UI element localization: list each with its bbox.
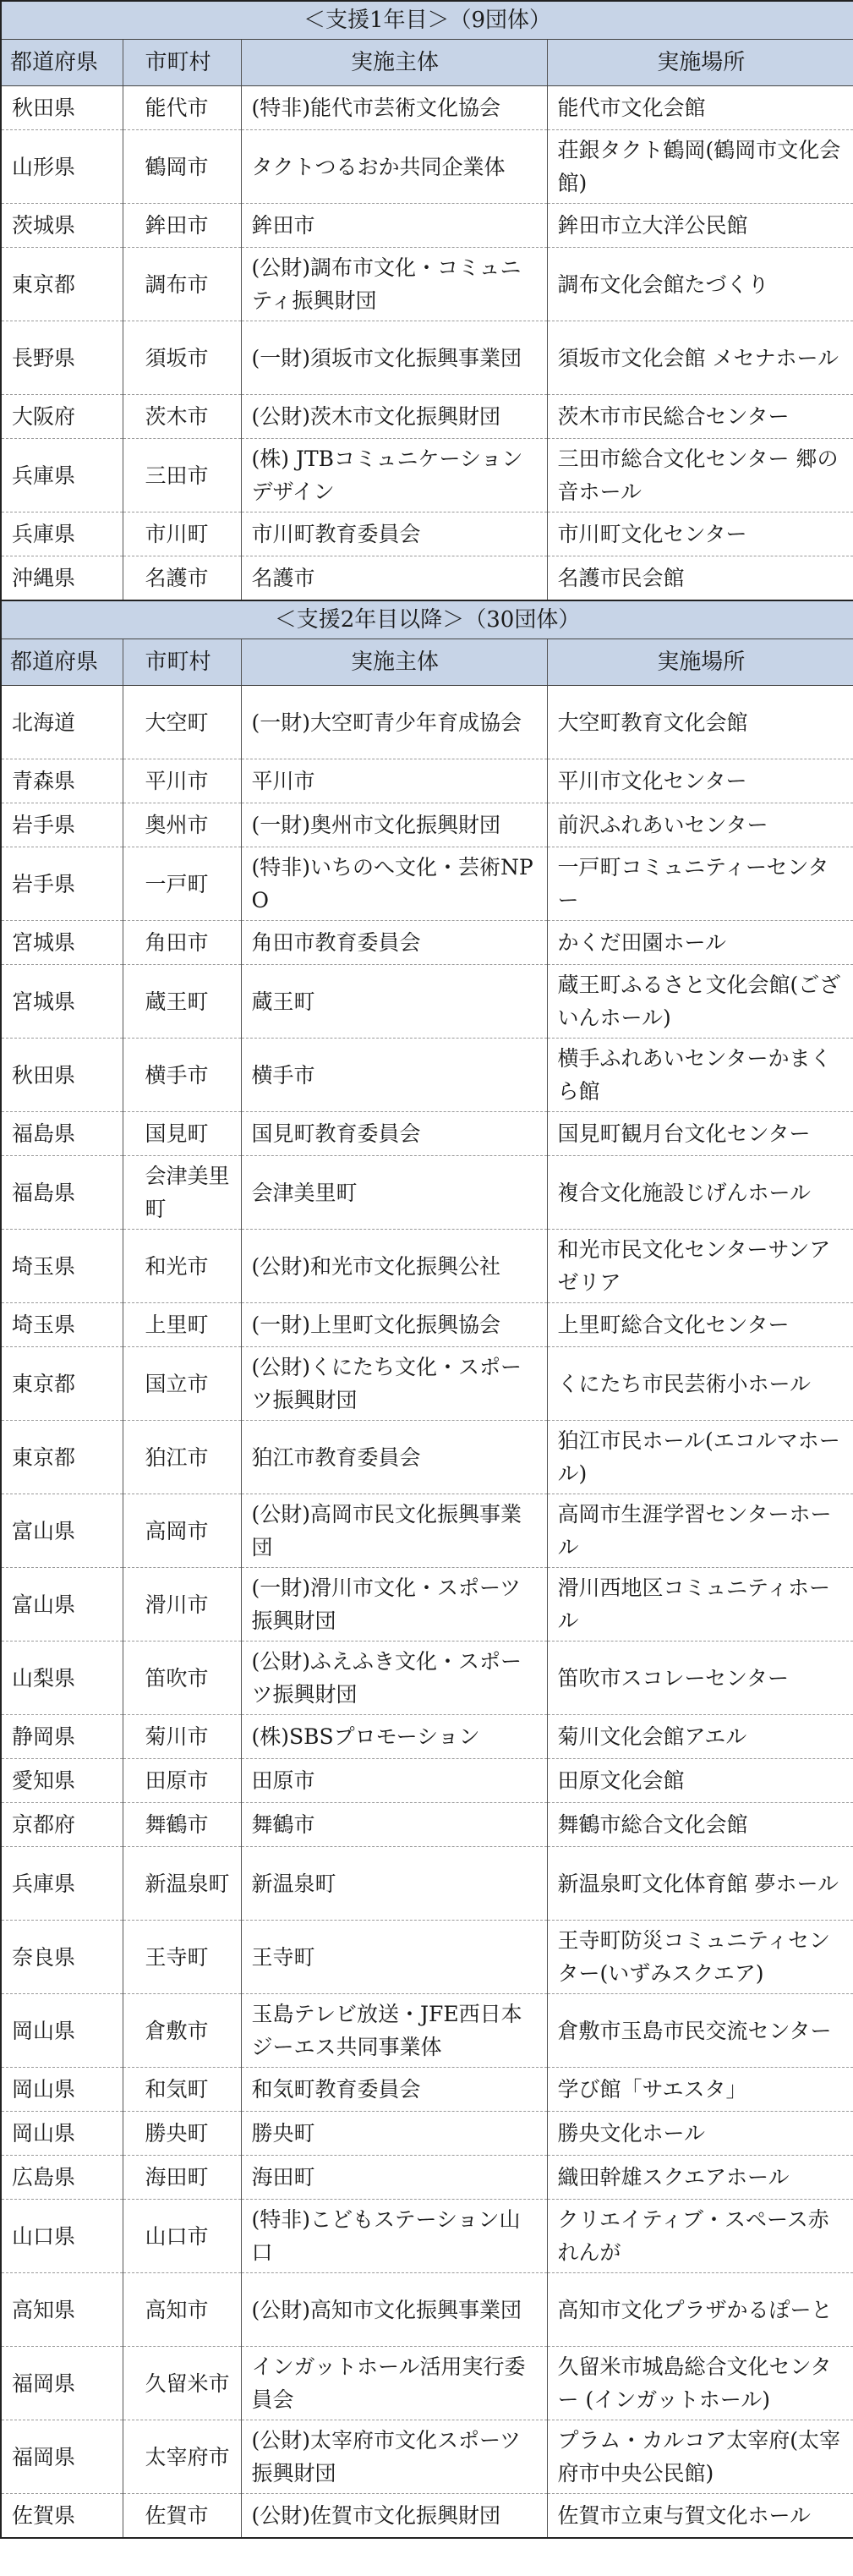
cell-venue: 荘銀タクト鶴岡(鶴岡市文化会館): [547, 130, 853, 204]
cell-organizer: 角田市教育委員会: [241, 921, 547, 965]
cell-venue: プラム・カルコア太宰府(太宰府市中央公民館): [547, 2420, 853, 2494]
table-row: [1, 1347, 853, 1421]
cell-prefecture: 岩手県: [1, 803, 123, 847]
cell-municipality: 佐賀市: [123, 2494, 241, 2539]
section-title-row: [1, 600, 853, 639]
table-row: [1, 1230, 853, 1303]
cell-prefecture: 静岡県: [1, 1715, 123, 1759]
cell-prefecture: 岡山県: [1, 1994, 123, 2068]
table-row: [1, 2273, 853, 2347]
cell-municipality: 奥州市: [123, 803, 241, 847]
cell-municipality: 須坂市: [123, 321, 241, 395]
cell-municipality: 太宰府市: [123, 2420, 241, 2494]
cell-venue: 王寺町防災コミュニティセンター(いずみスクエア): [547, 1921, 853, 1994]
cell-municipality: 平川市: [123, 759, 241, 803]
cell-prefecture: 兵庫県: [1, 439, 123, 512]
table-row: [1, 2494, 853, 2539]
table-row: [1, 1994, 853, 2068]
table-row: [1, 2420, 853, 2494]
cell-municipality: 和気町: [123, 2068, 241, 2112]
table-row: [1, 686, 853, 759]
cell-venue: 狛江市民ホール(エコルマホール): [547, 1421, 853, 1494]
table-row: [1, 803, 853, 847]
table-row: [1, 1156, 853, 1230]
cell-organizer: インガットホール活用実行委員会: [241, 2347, 547, 2420]
cell-organizer: 田原市: [241, 1759, 547, 1803]
cell-prefecture: 東京都: [1, 1421, 123, 1494]
table-row: [1, 2200, 853, 2273]
cell-organizer: (公財)高知市文化振興事業団: [241, 2273, 547, 2347]
cell-venue: 菊川文化会館アエル: [547, 1715, 853, 1759]
cell-organizer: (一財)須坂市文化振興事業団: [241, 321, 547, 395]
cell-organizer: 新温泉町: [241, 1847, 547, 1921]
cell-venue: 田原文化会館: [547, 1759, 853, 1803]
table-row: [1, 556, 853, 601]
column-header-row: [1, 40, 853, 86]
cell-venue: 和光市民文化センターサンアゼリア: [547, 1230, 853, 1303]
cell-venue: 久留米市城島総合文化センター (インガットホール): [547, 2347, 853, 2420]
table-row: [1, 1759, 853, 1803]
table-row: [1, 248, 853, 321]
cell-prefecture: 埼玉県: [1, 1303, 123, 1347]
cell-municipality: 三田市: [123, 439, 241, 512]
cell-venue: 学び館「サエスタ」: [547, 2068, 853, 2112]
cell-prefecture: 広島県: [1, 2156, 123, 2200]
cell-organizer: 会津美里町: [241, 1156, 547, 1230]
cell-venue: 新温泉町文化体育館 夢ホール: [547, 1847, 853, 1921]
cell-organizer: (公財)和光市文化振興公社: [241, 1230, 547, 1303]
cell-venue: 笛吹市スコレーセンター: [547, 1642, 853, 1715]
cell-municipality: 狛江市: [123, 1421, 241, 1494]
cell-municipality: 名護市: [123, 556, 241, 601]
cell-organizer: 王寺町: [241, 1921, 547, 1994]
cell-municipality: 久留米市: [123, 2347, 241, 2420]
cell-prefecture: 長野県: [1, 321, 123, 395]
cell-prefecture: 京都府: [1, 1803, 123, 1847]
cell-organizer: (公財)高岡市民文化振興事業団: [241, 1494, 547, 1568]
cell-venue: 市川町文化センター: [547, 512, 853, 556]
table-row: [1, 1112, 853, 1156]
header-venue: 実施場所: [547, 40, 853, 86]
table-row: [1, 395, 853, 439]
cell-municipality: 新温泉町: [123, 1847, 241, 1921]
cell-organizer: 海田町: [241, 2156, 547, 2200]
cell-organizer: (公財)佐賀市文化振興財団: [241, 2494, 547, 2539]
header-municipality: 市町村: [123, 639, 241, 686]
table-row: [1, 1039, 853, 1112]
cell-organizer: 名護市: [241, 556, 547, 601]
section-title: ＜支援1年目＞（9団体）: [1, 1, 853, 40]
table-row: [1, 512, 853, 556]
cell-organizer: (特非)いちのへ文化・芸術NPO: [241, 847, 547, 921]
cell-organizer: (一財)奥州市文化振興財団: [241, 803, 547, 847]
cell-venue: 名護市民会館: [547, 556, 853, 601]
cell-venue: 平川市文化センター: [547, 759, 853, 803]
cell-prefecture: 岩手県: [1, 847, 123, 921]
cell-municipality: 滑川市: [123, 1568, 241, 1642]
cell-prefecture: 高知県: [1, 2273, 123, 2347]
cell-prefecture: 佐賀県: [1, 2494, 123, 2539]
cell-organizer: (公財)太宰府市文化スポーツ振興財団: [241, 2420, 547, 2494]
cell-venue: 須坂市文化会館 メセナホール: [547, 321, 853, 395]
cell-organizer: (公財)くにたち文化・スポーツ振興財団: [241, 1347, 547, 1421]
cell-municipality: 国見町: [123, 1112, 241, 1156]
cell-venue: くにたち市民芸術小ホール: [547, 1347, 853, 1421]
cell-municipality: 茨木市: [123, 395, 241, 439]
cell-municipality: 和光市: [123, 1230, 241, 1303]
cell-prefecture: 兵庫県: [1, 1847, 123, 1921]
table-row: [1, 1921, 853, 1994]
table-row: [1, 321, 853, 395]
cell-organizer: (一財)上里町文化振興協会: [241, 1303, 547, 1347]
cell-venue: 複合文化施設じげんホール: [547, 1156, 853, 1230]
cell-prefecture: 富山県: [1, 1568, 123, 1642]
cell-municipality: 田原市: [123, 1759, 241, 1803]
cell-organizer: (株)SBSプロモーション: [241, 1715, 547, 1759]
section-title-row: [1, 1, 853, 40]
cell-prefecture: 北海道: [1, 686, 123, 759]
table-row: [1, 86, 853, 130]
table-row: [1, 1568, 853, 1642]
cell-municipality: 笛吹市: [123, 1642, 241, 1715]
cell-venue: 織田幹雄スクエアホール: [547, 2156, 853, 2200]
table-row: [1, 2347, 853, 2420]
cell-venue: かくだ田園ホール: [547, 921, 853, 965]
cell-venue: 舞鶴市総合文化会館: [547, 1803, 853, 1847]
cell-municipality: 調布市: [123, 248, 241, 321]
header-organizer: 実施主体: [241, 639, 547, 686]
cell-municipality: 角田市: [123, 921, 241, 965]
cell-venue: 調布文化会館たづくり: [547, 248, 853, 321]
table-row: [1, 2156, 853, 2200]
cell-municipality: 山口市: [123, 2200, 241, 2273]
cell-municipality: 横手市: [123, 1039, 241, 1112]
cell-venue: 蔵王町ふるさと文化会館(ございんホール): [547, 965, 853, 1039]
cell-organizer: 玉島テレビ放送・JFE西日本ジーエス共同事業体: [241, 1994, 547, 2068]
header-prefecture: 都道府県: [1, 639, 123, 686]
cell-organizer: 和気町教育委員会: [241, 2068, 547, 2112]
cell-organizer: 平川市: [241, 759, 547, 803]
cell-venue: 一戸町コミュニティーセンター: [547, 847, 853, 921]
cell-prefecture: 福岡県: [1, 2347, 123, 2420]
table-row: [1, 1847, 853, 1921]
cell-municipality: 海田町: [123, 2156, 241, 2200]
cell-prefecture: 沖縄県: [1, 556, 123, 601]
table-row: [1, 1494, 853, 1568]
cell-organizer: (特非)能代市芸術文化協会: [241, 86, 547, 130]
cell-municipality: 舞鶴市: [123, 1803, 241, 1847]
cell-organizer: (公財)茨木市文化振興財団: [241, 395, 547, 439]
table-row: [1, 2068, 853, 2112]
cell-organizer: (公財)調布市文化・コミュニティ振興財団: [241, 248, 547, 321]
cell-organizer: (株) JTBコミュニケーションデザイン: [241, 439, 547, 512]
cell-venue: 能代市文化会館: [547, 86, 853, 130]
cell-venue: 鉾田市立大洋公民館: [547, 204, 853, 248]
cell-prefecture: 奈良県: [1, 1921, 123, 1994]
cell-venue: 前沢ふれあいセンター: [547, 803, 853, 847]
cell-municipality: 国立市: [123, 1347, 241, 1421]
table-row: [1, 1421, 853, 1494]
table-row: [1, 759, 853, 803]
cell-organizer: (一財)大空町青少年育成協会: [241, 686, 547, 759]
cell-prefecture: 秋田県: [1, 1039, 123, 1112]
cell-prefecture: 秋田県: [1, 86, 123, 130]
cell-prefecture: 愛知県: [1, 1759, 123, 1803]
cell-municipality: 勝央町: [123, 2112, 241, 2156]
table-row: [1, 130, 853, 204]
cell-prefecture: 大阪府: [1, 395, 123, 439]
cell-organizer: (特非)こどもステーション山口: [241, 2200, 547, 2273]
table-row: [1, 204, 853, 248]
cell-municipality: 王寺町: [123, 1921, 241, 1994]
table-row: [1, 1642, 853, 1715]
cell-venue: 滑川西地区コミュニティホール: [547, 1568, 853, 1642]
cell-venue: 三田市総合文化センター 郷の音ホール: [547, 439, 853, 512]
cell-organizer: 鉾田市: [241, 204, 547, 248]
cell-organizer: 蔵王町: [241, 965, 547, 1039]
table-row: [1, 921, 853, 965]
cell-organizer: (一財)滑川市文化・スポーツ振興財団: [241, 1568, 547, 1642]
table-row: [1, 1303, 853, 1347]
cell-municipality: 能代市: [123, 86, 241, 130]
cell-prefecture: 福島県: [1, 1112, 123, 1156]
cell-venue: 佐賀市立東与賀文化ホール: [547, 2494, 853, 2539]
cell-prefecture: 東京都: [1, 1347, 123, 1421]
cell-organizer: 横手市: [241, 1039, 547, 1112]
cell-prefecture: 福島県: [1, 1156, 123, 1230]
header-municipality: 市町村: [123, 40, 241, 86]
cell-organizer: 国見町教育委員会: [241, 1112, 547, 1156]
cell-prefecture: 東京都: [1, 248, 123, 321]
cell-prefecture: 岡山県: [1, 2112, 123, 2156]
cell-venue: 茨木市市民総合センター: [547, 395, 853, 439]
cell-municipality: 市川町: [123, 512, 241, 556]
cell-venue: 勝央文化ホール: [547, 2112, 853, 2156]
table-row: [1, 1715, 853, 1759]
cell-prefecture: 岡山県: [1, 2068, 123, 2112]
cell-venue: クリエイティブ・スペース赤れんが: [547, 2200, 853, 2273]
cell-prefecture: 山口県: [1, 2200, 123, 2273]
table-body: [1, 1, 853, 2538]
cell-prefecture: 山形県: [1, 130, 123, 204]
table-row: [1, 1803, 853, 1847]
cell-municipality: 上里町: [123, 1303, 241, 1347]
cell-venue: 国見町観月台文化センター: [547, 1112, 853, 1156]
cell-prefecture: 青森県: [1, 759, 123, 803]
table-row: [1, 439, 853, 512]
cell-organizer: (公財)ふえふき文化・スポーツ振興財団: [241, 1642, 547, 1715]
cell-venue: 横手ふれあいセンターかまくら館: [547, 1039, 853, 1112]
cell-organizer: 舞鶴市: [241, 1803, 547, 1847]
cell-municipality: 一戸町: [123, 847, 241, 921]
cell-municipality: 蔵王町: [123, 965, 241, 1039]
table-row: [1, 965, 853, 1039]
cell-prefecture: 宮城県: [1, 921, 123, 965]
cell-venue: 大空町教育文化会館: [547, 686, 853, 759]
table-row: [1, 847, 853, 921]
cell-prefecture: 富山県: [1, 1494, 123, 1568]
cell-municipality: 高知市: [123, 2273, 241, 2347]
section-title: ＜支援2年目以降＞（30団体）: [1, 600, 853, 639]
cell-prefecture: 山梨県: [1, 1642, 123, 1715]
cell-municipality: 高岡市: [123, 1494, 241, 1568]
cell-organizer: 狛江市教育委員会: [241, 1421, 547, 1494]
cell-venue: 高知市文化プラザかるぽーと: [547, 2273, 853, 2347]
cell-organizer: 勝央町: [241, 2112, 547, 2156]
cell-municipality: 大空町: [123, 686, 241, 759]
cell-municipality: 倉敷市: [123, 1994, 241, 2068]
header-venue: 実施場所: [547, 639, 853, 686]
table-row: [1, 2112, 853, 2156]
cell-organizer: 市川町教育委員会: [241, 512, 547, 556]
cell-organizer: タクトつるおか共同企業体: [241, 130, 547, 204]
header-organizer: 実施主体: [241, 40, 547, 86]
cell-prefecture: 兵庫県: [1, 512, 123, 556]
cell-venue: 上里町総合文化センター: [547, 1303, 853, 1347]
cell-municipality: 鉾田市: [123, 204, 241, 248]
header-prefecture: 都道府県: [1, 40, 123, 86]
column-header-row: [1, 639, 853, 686]
cell-prefecture: 茨城県: [1, 204, 123, 248]
cell-municipality: 菊川市: [123, 1715, 241, 1759]
cell-prefecture: 福岡県: [1, 2420, 123, 2494]
cell-prefecture: 宮城県: [1, 965, 123, 1039]
cell-venue: 倉敷市玉島市民交流センター: [547, 1994, 853, 2068]
cell-municipality: 鶴岡市: [123, 130, 241, 204]
cell-municipality: 会津美里町: [123, 1156, 241, 1230]
cell-prefecture: 埼玉県: [1, 1230, 123, 1303]
cell-venue: 高岡市生涯学習センターホール: [547, 1494, 853, 1568]
